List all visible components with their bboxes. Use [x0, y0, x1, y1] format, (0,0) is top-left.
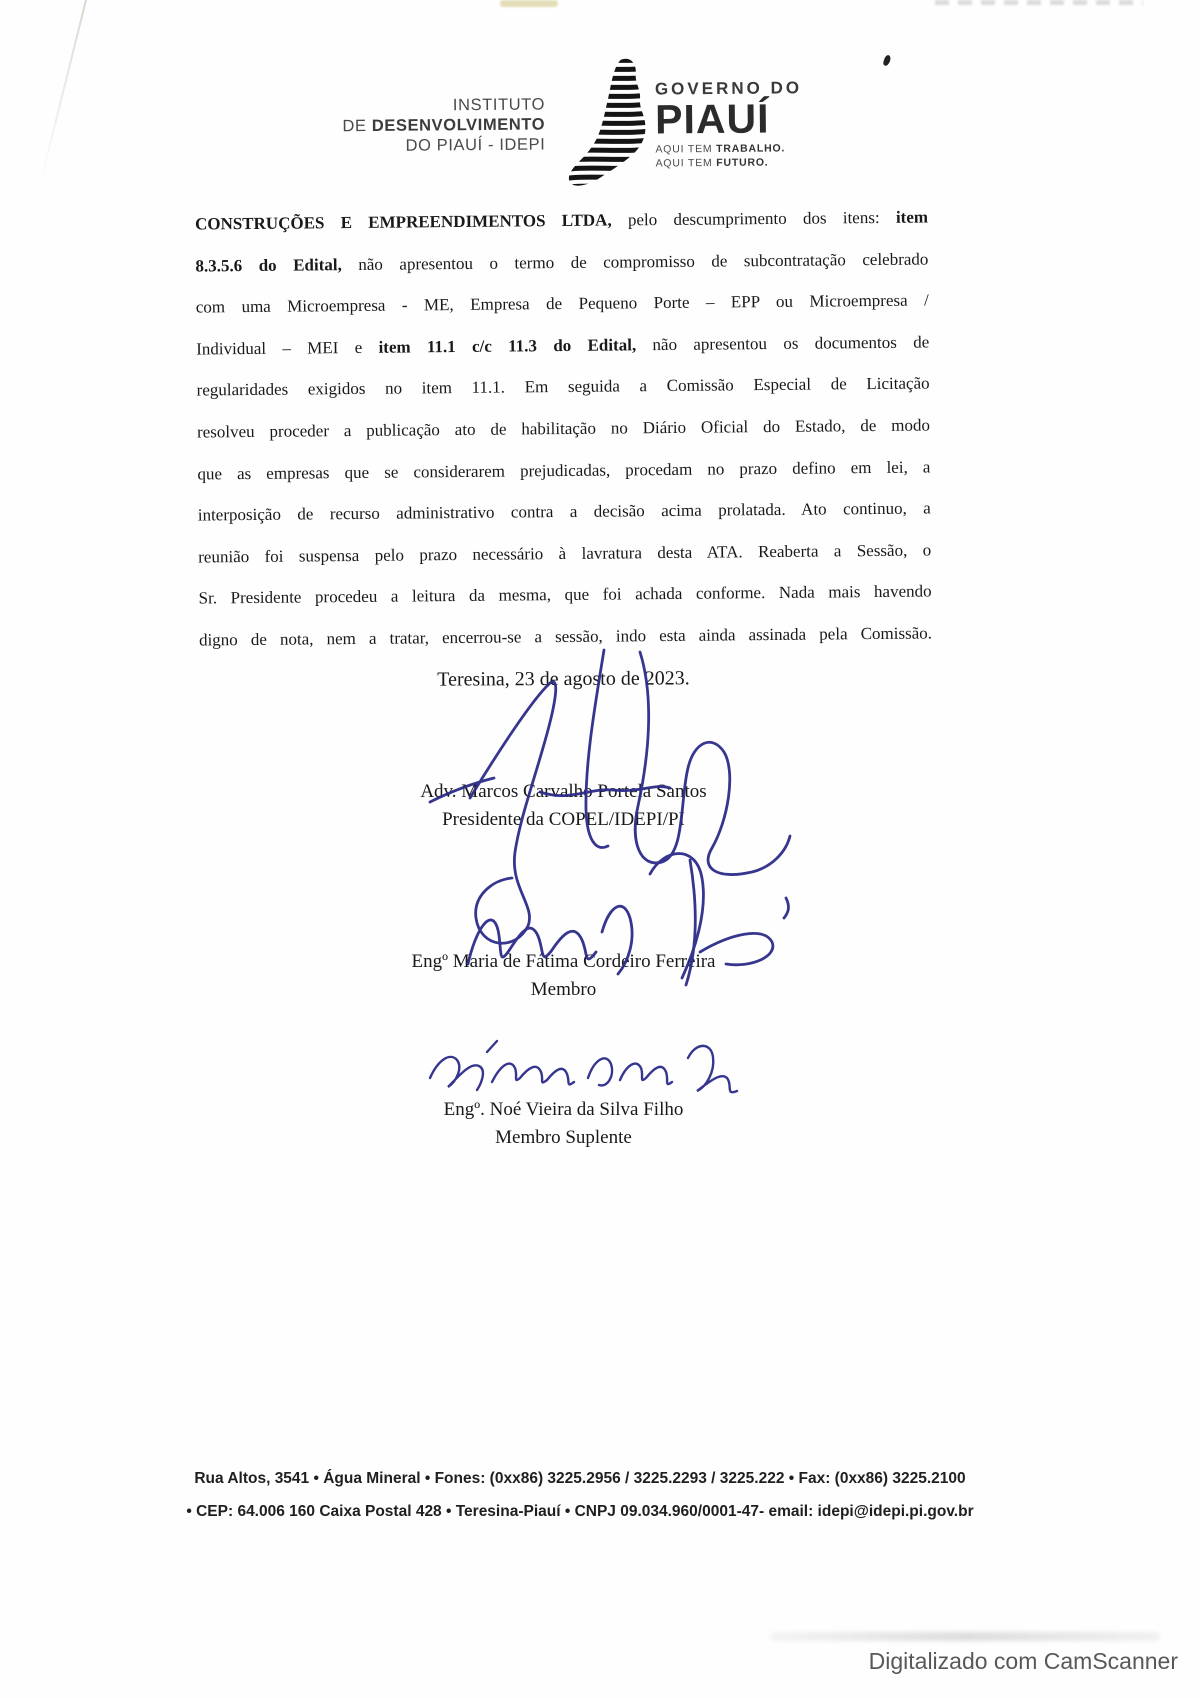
body-text-bold: CONSTRUÇÕES E EMPREENDIMENTOS LTDA,: [194, 210, 612, 234]
tagline-2: AQUI TEM FUTURO.: [655, 156, 769, 170]
body-text-bold: item 11.1 c/c 11.3 do Edital,: [378, 335, 637, 357]
body-line: [197, 446, 930, 495]
body-line: [196, 363, 929, 412]
signature-3-ink: [430, 1041, 737, 1092]
institute-line1: INSTITUTO: [452, 95, 546, 115]
body-text: que as empresas que se considerarem prejudicadas, procedam no prazo defino em lei, a: [197, 457, 931, 484]
body-line: [198, 571, 931, 620]
governo-do-label: GOVERNO DO: [654, 78, 803, 99]
body-line: [196, 321, 929, 370]
body-text: Individual – MEI e: [196, 337, 379, 359]
body-text: pelo descumprimento dos itens:: [611, 207, 896, 230]
institute-line3: DO PIAUÍ - IDEPI: [405, 135, 546, 155]
body-line: [195, 196, 928, 245]
signatory-role: Presidente da COPEL/IDEPI/PI: [442, 809, 685, 830]
body-text-bold: item: [895, 207, 929, 227]
body-line: [195, 238, 928, 287]
footer-line1: Rua Altos, 3541 • Água Mineral • Fones: (0xx86) 3225.2956 / 3225.2293 / 3225.222 • Fax: (0xx86) 3225.2100: [194, 1470, 966, 1487]
body-line: [199, 612, 932, 661]
body-text: resolveu proceder a publicação ato de habilitação no Diário Oficial do Estado, de modo: [196, 415, 931, 442]
body-paragraph: [195, 196, 932, 661]
body-text-bold: 8.3.5.6 do Edital,: [195, 254, 342, 276]
camscanner-credit: Digitalizado com CamScanner: [868, 1648, 1178, 1674]
signatory-name: Adv. Marcos Carvalho Portela Santos: [420, 781, 707, 802]
body-text: não apresentou o termo de compromisso de subcontratação celebrado: [341, 249, 929, 274]
body-line: [196, 280, 929, 329]
body-text: não apresentou os documentos de: [636, 332, 930, 355]
body-text: Sr. Presidente procedeu a leitura da mesma, que foi achada conforme. Nada mais havendo: [198, 581, 932, 608]
scan-smudge-artifact: [770, 1632, 1160, 1641]
signature-block-member: [197, 948, 930, 1004]
signatory-role: Membro: [530, 979, 597, 1000]
footer-line2: • CEP: 64.006 160 Caixa Postal 428 • Teresina-Piauí • CNPJ 09.034.960/0001-47- email: idepi@idepi.pi.gov.br: [186, 1503, 974, 1520]
government-wordmark: [655, 77, 956, 171]
body-line: [197, 404, 930, 453]
body-text: digno de nota, nem a tratar, encerrou-se a sessão, indo esta ainda assinada pela Comissão.: [198, 623, 933, 650]
piaui-map-logo-icon: [563, 55, 659, 191]
signatory-role: Membro Suplente: [495, 1127, 632, 1148]
piaui-wordmark: PIAUÍ: [654, 95, 770, 143]
body-text: com uma Microempresa - ME, Empresa de Pequeno Porte – EPP ou Microempresa /: [195, 290, 929, 317]
body-line: [198, 529, 931, 578]
signature-block-president: [197, 778, 930, 834]
signatory-name: Engº Maria de Fátima Cordeiro Ferreira: [411, 951, 716, 972]
signature-block-substitute-member: [197, 1096, 930, 1152]
body-text: regularidades exigidos no item 11.1. Em seguida a Comissão Especial de Licitação: [196, 373, 930, 400]
logo-stripes: [563, 57, 659, 188]
dateline: Teresina, 23 de agosto de 2023.: [437, 667, 690, 691]
footer-contact-block: [180, 1462, 980, 1528]
letterhead: [0, 0, 1200, 205]
body-text: reunião foi suspensa pelo prazo necessário à lavratura desta ATA. Reaberta a Sessão, o: [198, 540, 932, 567]
body-text: interposição de recurso administrativo contra a decisão acima prolatada. Ato continuo, a: [197, 498, 931, 525]
body-line: [198, 488, 931, 537]
tagline-1: AQUI TEM TRABALHO.: [655, 142, 786, 156]
institute-line2: DE DESENVOLVIMENTO: [342, 115, 546, 136]
signatory-name: Engº. Noé Vieira da Silva Filho: [443, 1099, 684, 1120]
institute-name-block: [235, 94, 546, 157]
